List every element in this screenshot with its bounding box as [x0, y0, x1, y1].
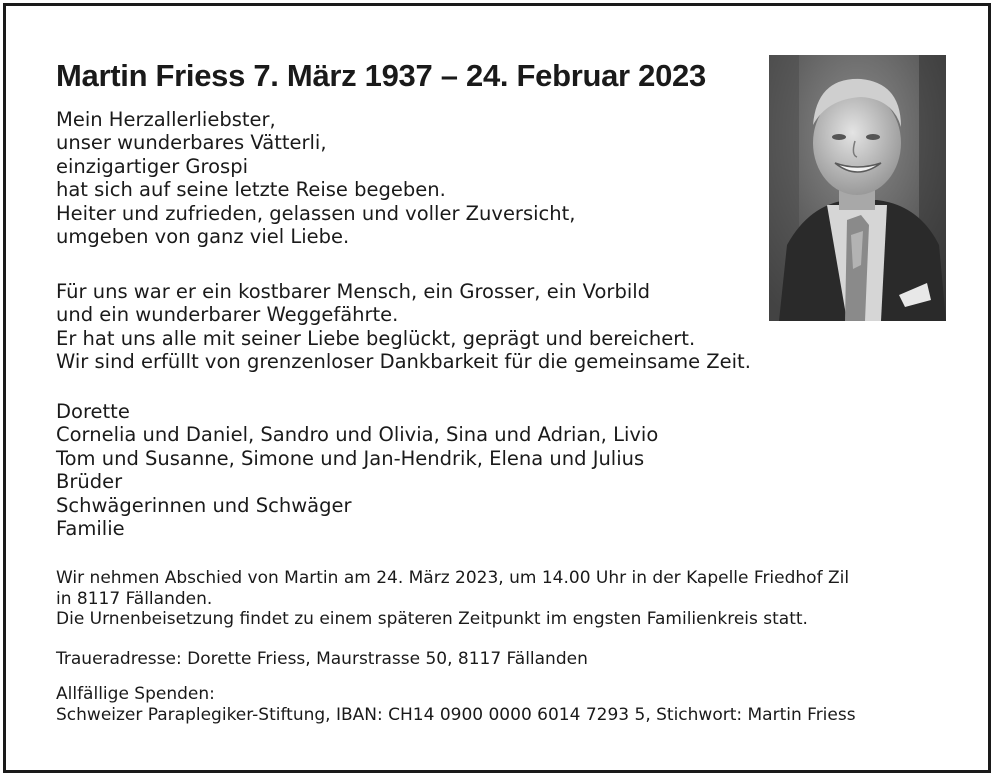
- family-line: Schwägerinnen und Schwäger: [56, 493, 352, 517]
- poem-block: [56, 108, 575, 248]
- ceremony-line: Wir nehmen Abschied von Martin am 24. März 2023, um 14.00 Uhr in der Kapelle Friedhof Zil: [56, 568, 850, 588]
- tribute-line: Für uns war er ein kostbarer Mensch, ein Grosser, ein Vorbild: [56, 280, 651, 303]
- ceremony-line: in 8117 Fällanden.: [56, 588, 213, 609]
- tribute-line: und ein wunderbarer Weggefährte.: [56, 303, 399, 327]
- tribute-block: [56, 280, 751, 374]
- poem-line: Heiter und zufrieden, gelassen und voller Zuversicht,: [56, 201, 576, 225]
- poem-line: unser wunderbares Vätterli,: [56, 131, 327, 155]
- portrait-illustration: [769, 55, 946, 321]
- donations-block: [56, 684, 856, 725]
- poem-line: umgeben von ganz viel Liebe.: [56, 225, 350, 249]
- family-block: [56, 400, 658, 540]
- ceremony-block: [56, 568, 849, 630]
- poem-line: Mein Herzallerliebster,: [56, 108, 276, 131]
- mourning-address: Traueradresse: Dorette Friess, Maurstrasse 50, 8117 Fällanden: [56, 649, 588, 669]
- poem-line: hat sich auf seine letzte Reise begeben.: [56, 178, 446, 202]
- tribute-line: Er hat uns alle mit seiner Liebe beglückt, geprägt und bereichert.: [56, 326, 696, 350]
- family-line: Brüder: [56, 470, 123, 494]
- address-block: [56, 649, 588, 670]
- portrait-photo: [769, 55, 946, 321]
- notice-title: Martin Friess 7. März 1937 – 24. Februar 2023: [56, 58, 706, 93]
- tribute-line: Wir sind erfüllt von grenzenloser Dankbarkeit für die gemeinsame Zeit.: [56, 350, 751, 374]
- donations-heading: Allfällige Spenden:: [56, 684, 215, 704]
- family-line: Cornelia und Daniel, Sandro und Olivia, Sina und Adrian, Livio: [56, 423, 659, 447]
- ceremony-line: Die Urnenbeisetzung findet zu einem späteren Zeitpunkt im engsten Familienkreis statt.: [56, 609, 808, 629]
- donations-details: Schweizer Paraplegiker-Stiftung, IBAN: CH14 0900 0000 6014 7293 5, Stichwort: Martin Friess: [56, 704, 856, 725]
- family-line: Tom und Susanne, Simone und Jan-Hendrik, Elena und Julius: [56, 446, 645, 470]
- family-line: Familie: [56, 517, 125, 541]
- poem-line: einzigartiger Grospi: [56, 154, 249, 178]
- family-line: Dorette: [56, 400, 130, 423]
